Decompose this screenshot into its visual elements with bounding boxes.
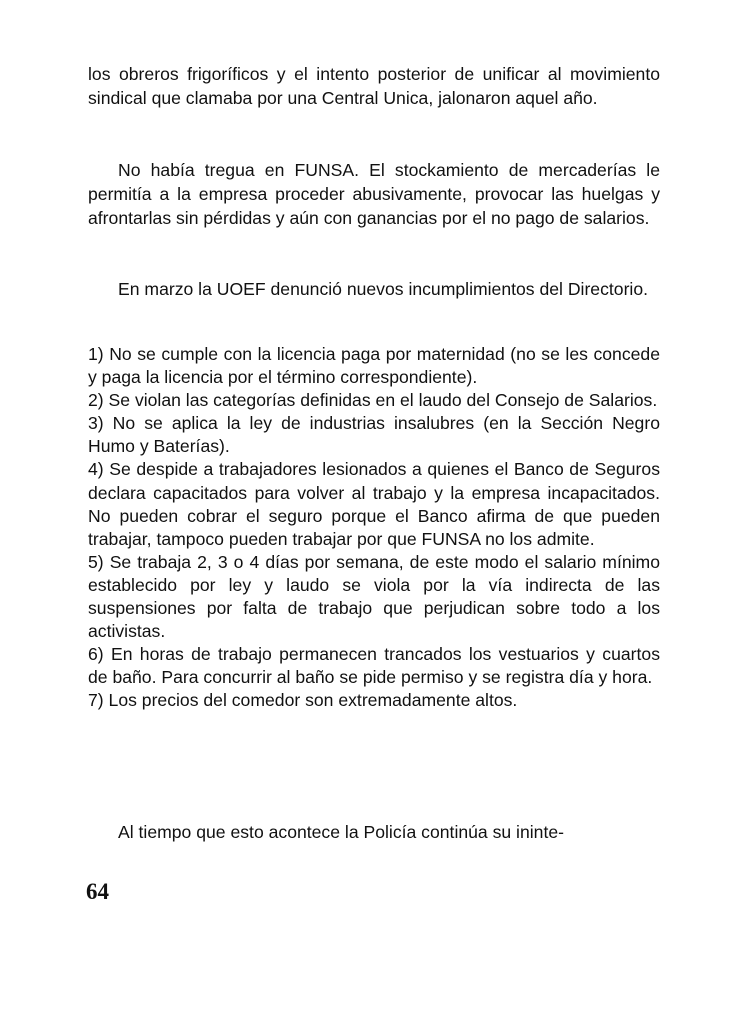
paragraph-uoef: En marzo la UOEF denunció nuevos incumplimientos del Directorio. xyxy=(118,279,649,299)
list-item: 1) No se cumple con la licencia paga por maternidad (no se les concede y paga la licencia por el término correspondiente). xyxy=(88,344,660,388)
list-item: 6) En horas de trabajo permanecen trancados los vestuarios y cuartos de baño. Para concurrir al baño se pide permiso y se registra día y hora. xyxy=(88,644,660,688)
list-item: 3) No se aplica la ley de industrias insalubres (en la Sección Negro Humo y Baterías). xyxy=(88,413,660,457)
list-item: 5) Se trabaja 2, 3 o 4 días por semana, de este modo el salario mínimo establecido por ley y laudo se viola por la vía indirecta de las suspensiones por falta de trabajo que perjudican sobre todo a los activistas. xyxy=(88,551,660,642)
complaints-list xyxy=(88,343,660,713)
paragraph-closing: Al tiempo que esto acontece la Policía continúa su ininte- xyxy=(118,822,564,842)
paragraph-continuation: los obreros frigoríficos y el intento posterior de unificar al movimiento sindical que clamaba por una Central Unica, jalonaron aquel año. xyxy=(88,64,660,108)
list-item: 4) Se despide a trabajadores lesionados a quienes el Banco de Seguros declara capacitados para volver al trabajo y la empresa incapacitados. No pueden cobrar el seguro porque el Banco afirma de que pueden trabajar, tampoco pueden trabajar por que FUNSA no los admite. xyxy=(88,459,660,549)
page-number: 64 xyxy=(86,879,109,904)
paragraph-funsa: No había tregua en FUNSA. El stockamiento de mercaderías le permitía a la empresa proceder abusivamente, provocar las huelgas y afrontarlas sin pérdidas y aún con ganancias por el no pago de salarios. xyxy=(88,160,660,228)
list-item: 7) Los precios del comedor son extremadamente altos. xyxy=(88,690,518,711)
list-item: 2) Se violan las categorías definidas en el laudo del Consejo de Salarios. xyxy=(88,390,658,411)
